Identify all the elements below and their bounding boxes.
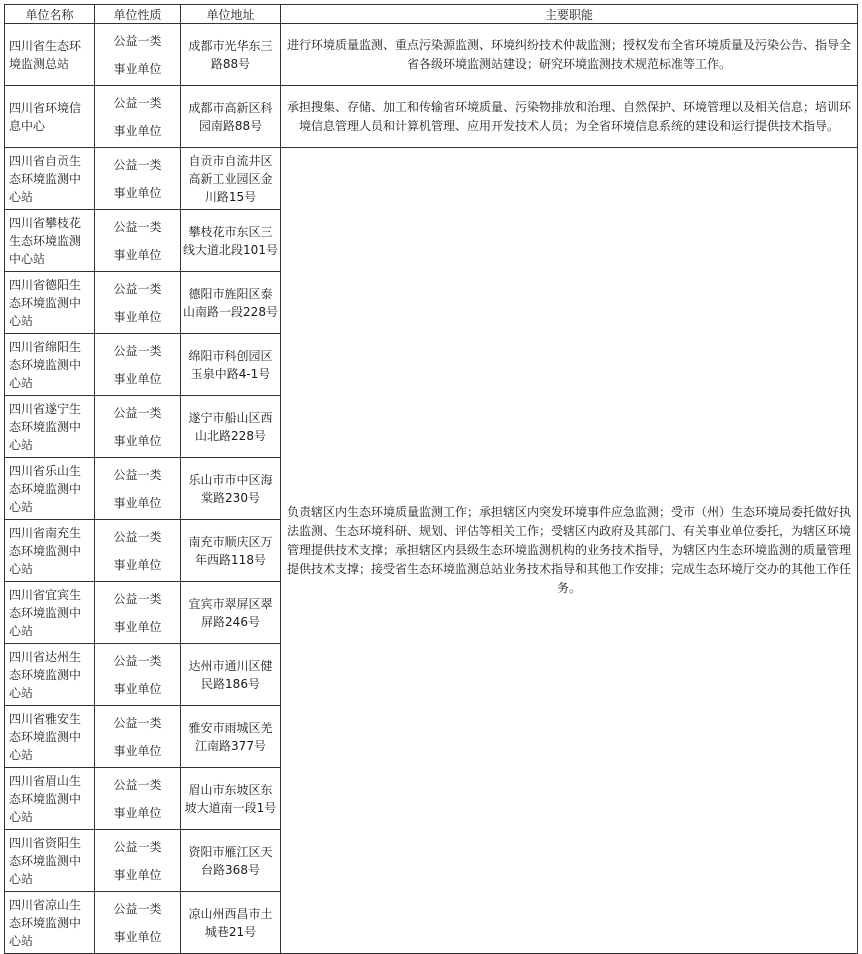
unit-name-cell: 四川省自贡生态环境监测中心站 [5,148,95,210]
nature-category: 公益一类 [113,529,162,544]
nature-category: 公益一类 [113,653,162,668]
header-unit-nature: 单位性质 [95,5,181,24]
unit-address-cell: 自贡市自流井区高新工业园区金川路15号 [181,148,281,210]
unit-address-cell: 资阳市雁江区天台路368号 [181,830,281,892]
nature-type: 事业单位 [113,495,162,510]
nature-type: 事业单位 [113,433,162,448]
table-row [5,86,858,148]
unit-address-cell: 宜宾市翠屏区翠屏路246号 [181,582,281,644]
unit-nature-cell [95,148,181,210]
nature-category: 公益一类 [113,33,162,48]
unit-nature-cell [95,520,181,582]
unit-name-cell: 四川省资阳生态环境监测中心站 [5,830,95,892]
nature-type: 事业单位 [113,557,162,572]
unit-nature-cell [95,892,181,954]
nature-category: 公益一类 [113,343,162,358]
header-row [5,5,858,24]
units-table [4,4,858,954]
nature-type: 事业单位 [113,867,162,882]
header-unit-name: 单位名称 [5,5,95,24]
unit-address-cell: 德阳市旌阳区泰山南路一段228号 [181,272,281,334]
unit-address-cell: 乐山市市中区海棠路230号 [181,458,281,520]
table-row [5,24,858,86]
unit-name-cell: 四川省遂宁生态环境监测中心站 [5,396,95,458]
nature-type: 事业单位 [113,681,162,696]
unit-address-cell: 遂宁市船山区西山北路228号 [181,396,281,458]
nature-type: 事业单位 [113,309,162,324]
unit-address-cell: 达州市通川区健民路186号 [181,644,281,706]
nature-type: 事业单位 [113,743,162,758]
header-main-duty: 主要职能 [281,5,858,24]
unit-name-cell: 四川省南充生态环境监测中心站 [5,520,95,582]
nature-category: 公益一类 [113,839,162,854]
unit-name-cell: 四川省宜宾生态环境监测中心站 [5,582,95,644]
unit-address-cell: 绵阳市科创园区玉泉中路4-1号 [181,334,281,396]
unit-nature-cell [95,272,181,334]
unit-duty-cell: 承担搜集、存储、加工和传输省环境质量、污染物排放和治理、自然保护、环境管理以及相关信息；培训环境信息管理人员和计算机管理、应用开发技术人员；为全省环境信息系统的建设和运行提供技术指导。 [281,86,858,148]
unit-nature-cell [95,582,181,644]
unit-address-cell: 眉山市东坡区东坡大道南一段1号 [181,768,281,830]
unit-name-cell: 四川省凉山生态环境监测中心站 [5,892,95,954]
unit-nature-cell [95,24,181,86]
nature-type: 事业单位 [113,371,162,386]
shared-duty-cell: 负责辖区内生态环境质量监测工作；承担辖区内突发环境事件应急监测；受市（州）生态环境局委托做好执法监测、生态环境科研、规划、评估等相关工作；受辖区内政府及其部门、有关事业单位委托，为辖区环境管理提供技术支撑；承担辖区内县级生态环境监测机构的业务技术指导，为辖区内生态环境监测的质量管理提供技术支撑；接受省生态环境监测总站业务技术指导和其他工作安排；完成生态环境厅交办的其他工作任务。 [281,148,858,954]
unit-address-cell: 南充市顺庆区万年西路118号 [181,520,281,582]
unit-name-cell: 四川省达州生态环境监测中心站 [5,644,95,706]
unit-duty-cell: 进行环境质量监测、重点污染源监测、环境纠纷技术仲裁监测；授权发布全省环境质量及污染公告、指导全省各级环境监测站建设；研究环境监测技术规范标准等工作。 [281,24,858,86]
nature-type: 事业单位 [113,929,162,944]
nature-category: 公益一类 [113,715,162,730]
nature-type: 事业单位 [113,61,162,76]
nature-type: 事业单位 [113,805,162,820]
unit-nature-cell [95,706,181,768]
unit-address-cell: 凉山州西昌市土城巷21号 [181,892,281,954]
unit-nature-cell [95,830,181,892]
nature-category: 公益一类 [113,901,162,916]
unit-nature-cell [95,334,181,396]
nature-category: 公益一类 [113,95,162,110]
header-unit-address: 单位地址 [181,5,281,24]
unit-name-cell: 四川省德阳生态环境监测中心站 [5,272,95,334]
nature-type: 事业单位 [113,247,162,262]
table-row [5,148,858,210]
unit-name-cell: 四川省攀枝花生态环境监测中心站 [5,210,95,272]
nature-type: 事业单位 [113,123,162,138]
unit-name-cell: 四川省乐山生态环境监测中心站 [5,458,95,520]
unit-nature-cell [95,210,181,272]
nature-category: 公益一类 [113,281,162,296]
nature-category: 公益一类 [113,591,162,606]
unit-name-cell: 四川省环境信息中心 [5,86,95,148]
unit-nature-cell [95,396,181,458]
unit-address-cell: 成都市光华东三路88号 [181,24,281,86]
nature-category: 公益一类 [113,157,162,172]
nature-category: 公益一类 [113,219,162,234]
unit-address-cell: 成都市高新区科园南路88号 [181,86,281,148]
nature-category: 公益一类 [113,467,162,482]
unit-name-cell: 四川省绵阳生态环境监测中心站 [5,334,95,396]
nature-type: 事业单位 [113,185,162,200]
unit-name-cell: 四川省眉山生态环境监测中心站 [5,768,95,830]
unit-nature-cell [95,768,181,830]
unit-name-cell: 四川省雅安生态环境监测中心站 [5,706,95,768]
unit-nature-cell [95,86,181,148]
unit-nature-cell [95,458,181,520]
nature-type: 事业单位 [113,619,162,634]
unit-nature-cell [95,644,181,706]
unit-address-cell: 攀枝花市东区三线大道北段101号 [181,210,281,272]
nature-category: 公益一类 [113,405,162,420]
nature-category: 公益一类 [113,777,162,792]
unit-address-cell: 雅安市雨城区羌江南路377号 [181,706,281,768]
unit-name-cell: 四川省生态环境监测总站 [5,24,95,86]
